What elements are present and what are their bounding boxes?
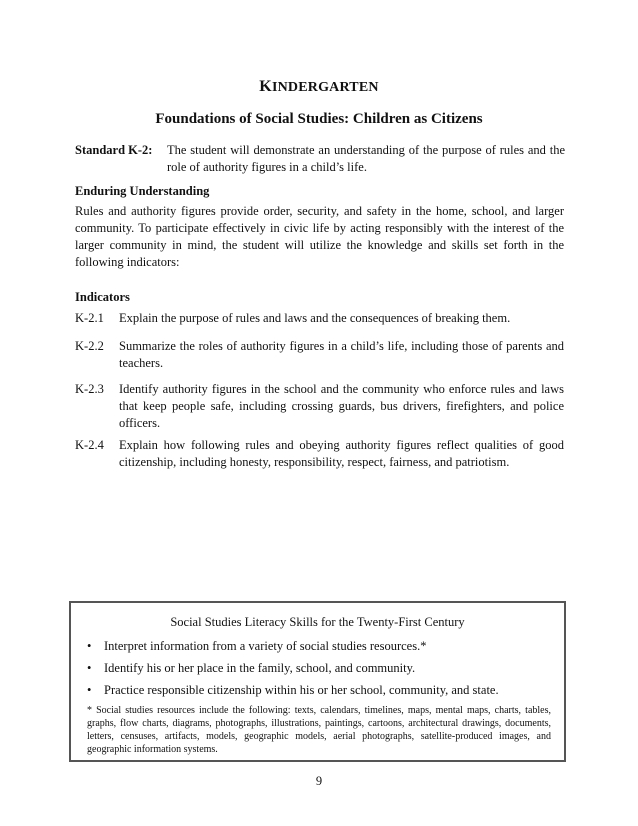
standard-block xyxy=(75,142,565,176)
indicator-text: Explain the purpose of rules and laws and the consequences of breaking them. xyxy=(119,311,511,325)
literacy-box-title: Social Studies Literacy Skills for the Twenty-First Century xyxy=(170,615,465,629)
grade-title-initial: K xyxy=(259,78,272,95)
grade-title-rest: INDERGARTEN xyxy=(271,80,379,95)
list-item-text: Identify his or her place in the family, school, and community. xyxy=(104,661,416,675)
footnote-text: Social studies resources include the following: texts, calendars, timelines, maps, mental maps, charts, tables, graphs, flow charts, diagrams, photographs, illustrations, paintings, cartoons, architectural drawings, documents, letters, censuses, artifacts, models, geographic models, aerial photographs, satellite-produced images, and geographic information systems. xyxy=(87,705,552,755)
literacy-bullet-list xyxy=(87,638,557,704)
list-item xyxy=(87,682,557,699)
list-item xyxy=(87,660,557,677)
indicator-item xyxy=(75,310,564,327)
indicator-item xyxy=(75,338,564,372)
footnote-mark: * xyxy=(87,705,92,716)
indicator-text: Explain how following rules and obeying authority figures reflect qualities of good citizenship, including honesty, responsibility, respect, fairness, and patriotism. xyxy=(119,438,564,469)
indicator-text: Summarize the roles of authority figures in a child’s life, including those of parents and teachers. xyxy=(119,339,564,370)
literacy-skills-box xyxy=(69,601,566,762)
list-item-text: Practice responsible citizenship within his or her school, community, and state. xyxy=(104,683,499,697)
grade-title xyxy=(0,78,638,96)
indicators-heading: Indicators xyxy=(75,290,130,304)
indicator-code: K-2.3 xyxy=(75,382,104,396)
bullet-icon: • xyxy=(87,683,92,697)
list-item xyxy=(87,638,557,655)
indicator-code: K-2.2 xyxy=(75,339,104,353)
standard-text: The student will demonstrate an understanding of the purpose of rules and the role of authority figures in a child’s life. xyxy=(167,143,565,174)
indicator-text: Identify authority figures in the school and the community who enforce rules and laws that keep people safe, including crossing guards, bus drivers, firefighters, and police officers. xyxy=(119,382,564,430)
page-number: 9 xyxy=(315,774,323,788)
indicator-code: K-2.4 xyxy=(75,438,104,452)
indicator-item xyxy=(75,437,564,471)
list-item-text: Interpret information from a variety of social studies resources.* xyxy=(104,639,427,653)
indicator-code: K-2.1 xyxy=(75,311,104,325)
footnote xyxy=(87,704,551,756)
page-subtitle: Foundations of Social Studies: Children as Citizens xyxy=(155,111,483,127)
indicator-item xyxy=(75,381,564,432)
standard-label: Standard K-2: xyxy=(75,143,153,157)
bullet-icon: • xyxy=(87,661,92,675)
enduring-heading: Enduring Understanding xyxy=(75,184,210,198)
enduring-text: Rules and authority figures provide order, security, and safety in the home, school, and larger community. To participate effectively in civic life by acting responsibly with the interest of the larger community in mind, the student will utilize the knowledge and skills set forth in the following indicators: xyxy=(75,204,564,269)
bullet-icon: • xyxy=(87,639,92,653)
